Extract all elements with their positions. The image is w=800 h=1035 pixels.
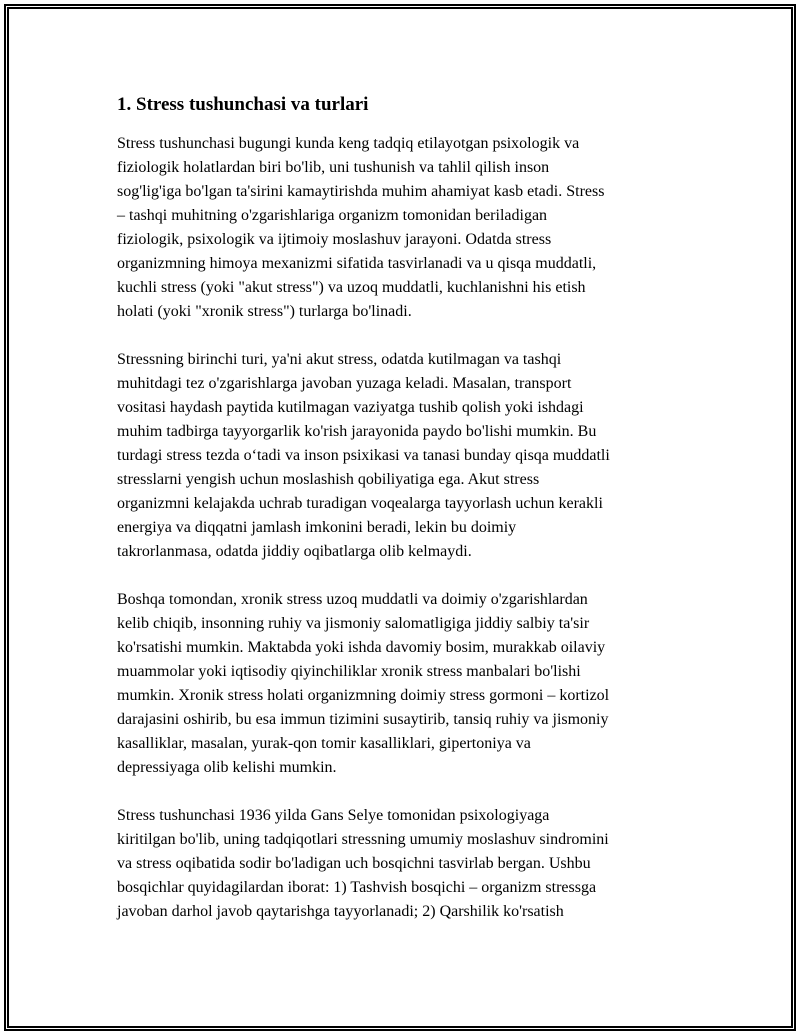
text-line: fiziologik, psixologik va ijtimoiy moslashuv jarayoni. Odatda stress: [117, 231, 552, 248]
paragraph-1: [117, 132, 687, 324]
text-line: Stress tushunchasi 1936 yilda Gans Selye tomonidan psixologiyaga: [117, 807, 550, 824]
text-line: muammolar yoki iqtisodiy qiyinchiliklar xronik stress manbalari bo'lishi: [117, 663, 581, 680]
text-line: kuchli stress (yoki "akut stress") va uzoq muddatli, kuchlanishni his etish: [117, 279, 586, 296]
text-line: muhim tadbirga tayyorgarlik ko'rish jarayonida paydo bo'lishi mumkin. Bu: [117, 423, 597, 440]
text-line: takrorlanmasa, odatda jiddiy oqibatlarga olib kelmaydi.: [117, 543, 472, 560]
text-line: organizmning himoya mexanizmi sifatida tasvirlanadi va u qisqa muddatli,: [117, 255, 597, 272]
text-line: Stressning birinchi turi, ya'ni akut stress, odatda kutilmagan va tashqi: [117, 351, 562, 368]
text-line: Stress tushunchasi bugungi kunda keng tadqiq etilayotgan psixologik va: [117, 135, 580, 152]
text-line: mumkin. Xronik stress holati organizmning doimiy stress gormoni – kortizol: [117, 687, 610, 704]
text-line: Boshqa tomondan, xronik stress uzoq muddatli va doimiy o'zgarishlardan: [117, 591, 588, 608]
paragraph-2: [117, 348, 687, 564]
text-line: darajasini oshirib, bu esa immun tizimini susaytirib, tansiq ruhiy va jismoniy: [117, 711, 609, 728]
text-line: va stress oqibatida sodir bo'ladigan uch bosqichni tasvirlab bergan. Ushbu: [117, 855, 591, 872]
text-line: kiritilgan bo'lib, uning tadqiqotlari stressning umumiy moslashuv sindromini: [117, 831, 609, 848]
text-line: fiziologik holatlardan biri bo'lib, uni tushunish va tahlil qilish inson: [117, 159, 550, 176]
document-body: [117, 92, 687, 948]
text-line: stresslarni yengish uchun moslashish qobiliyatiga ega. Akut stress: [117, 471, 540, 488]
text-line: – tashqi muhitning o'zgarishlariga organizm tomonidan beriladigan: [117, 207, 548, 224]
text-line: turdagi stress tezda o‘tadi va inson psixikasi va tanasi bunday qisqa muddatli: [117, 447, 610, 464]
text-line: holati (yoki "xronik stress") turlarga bo'linadi.: [117, 303, 412, 320]
paragraph-4: [117, 804, 687, 924]
text-line: bosqichlar quyidagilardan iborat: 1) Tashvish bosqichi – organizm stressga: [117, 879, 597, 896]
text-line: muhitdagi tez o'zgarishlarga javoban yuzaga keladi. Masalan, transport: [117, 375, 572, 392]
text-line: javoban darhol javob qaytarishga tayyorlanadi; 2) Qarshilik ko'rsatish: [117, 903, 564, 920]
text-line: energiya va diqqatni jamlash imkonini beradi, lekin bu doimiy: [117, 519, 517, 536]
text-line: vositasi haydash paytida kutilmagan vaziyatga tushib qolish yoki ishdagi: [117, 399, 584, 416]
text-line: organizmni kelajakda uchrab turadigan voqealarga tayyorlash uchun kerakli: [117, 495, 603, 512]
text-line: kelib chiqib, insonning ruhiy va jismoniy salomatligiga jiddiy salbiy ta'sir: [117, 615, 590, 632]
paragraph-3: [117, 588, 687, 780]
section-heading: 1. Stress tushunchasi va turlari: [117, 94, 369, 115]
text-line: kasalliklar, masalan, yurak-qon tomir kasalliklari, gipertoniya va: [117, 735, 531, 752]
text-line: depressiyaga olib kelishi mumkin.: [117, 759, 337, 776]
text-line: ko'rsatishi mumkin. Maktabda yoki ishda davomiy bosim, murakkab oilaviy: [117, 639, 606, 656]
text-line: sog'lig'iga bo'lgan ta'sirini kamaytirishda muhim ahamiyat kasb etadi. Stress: [117, 183, 605, 200]
